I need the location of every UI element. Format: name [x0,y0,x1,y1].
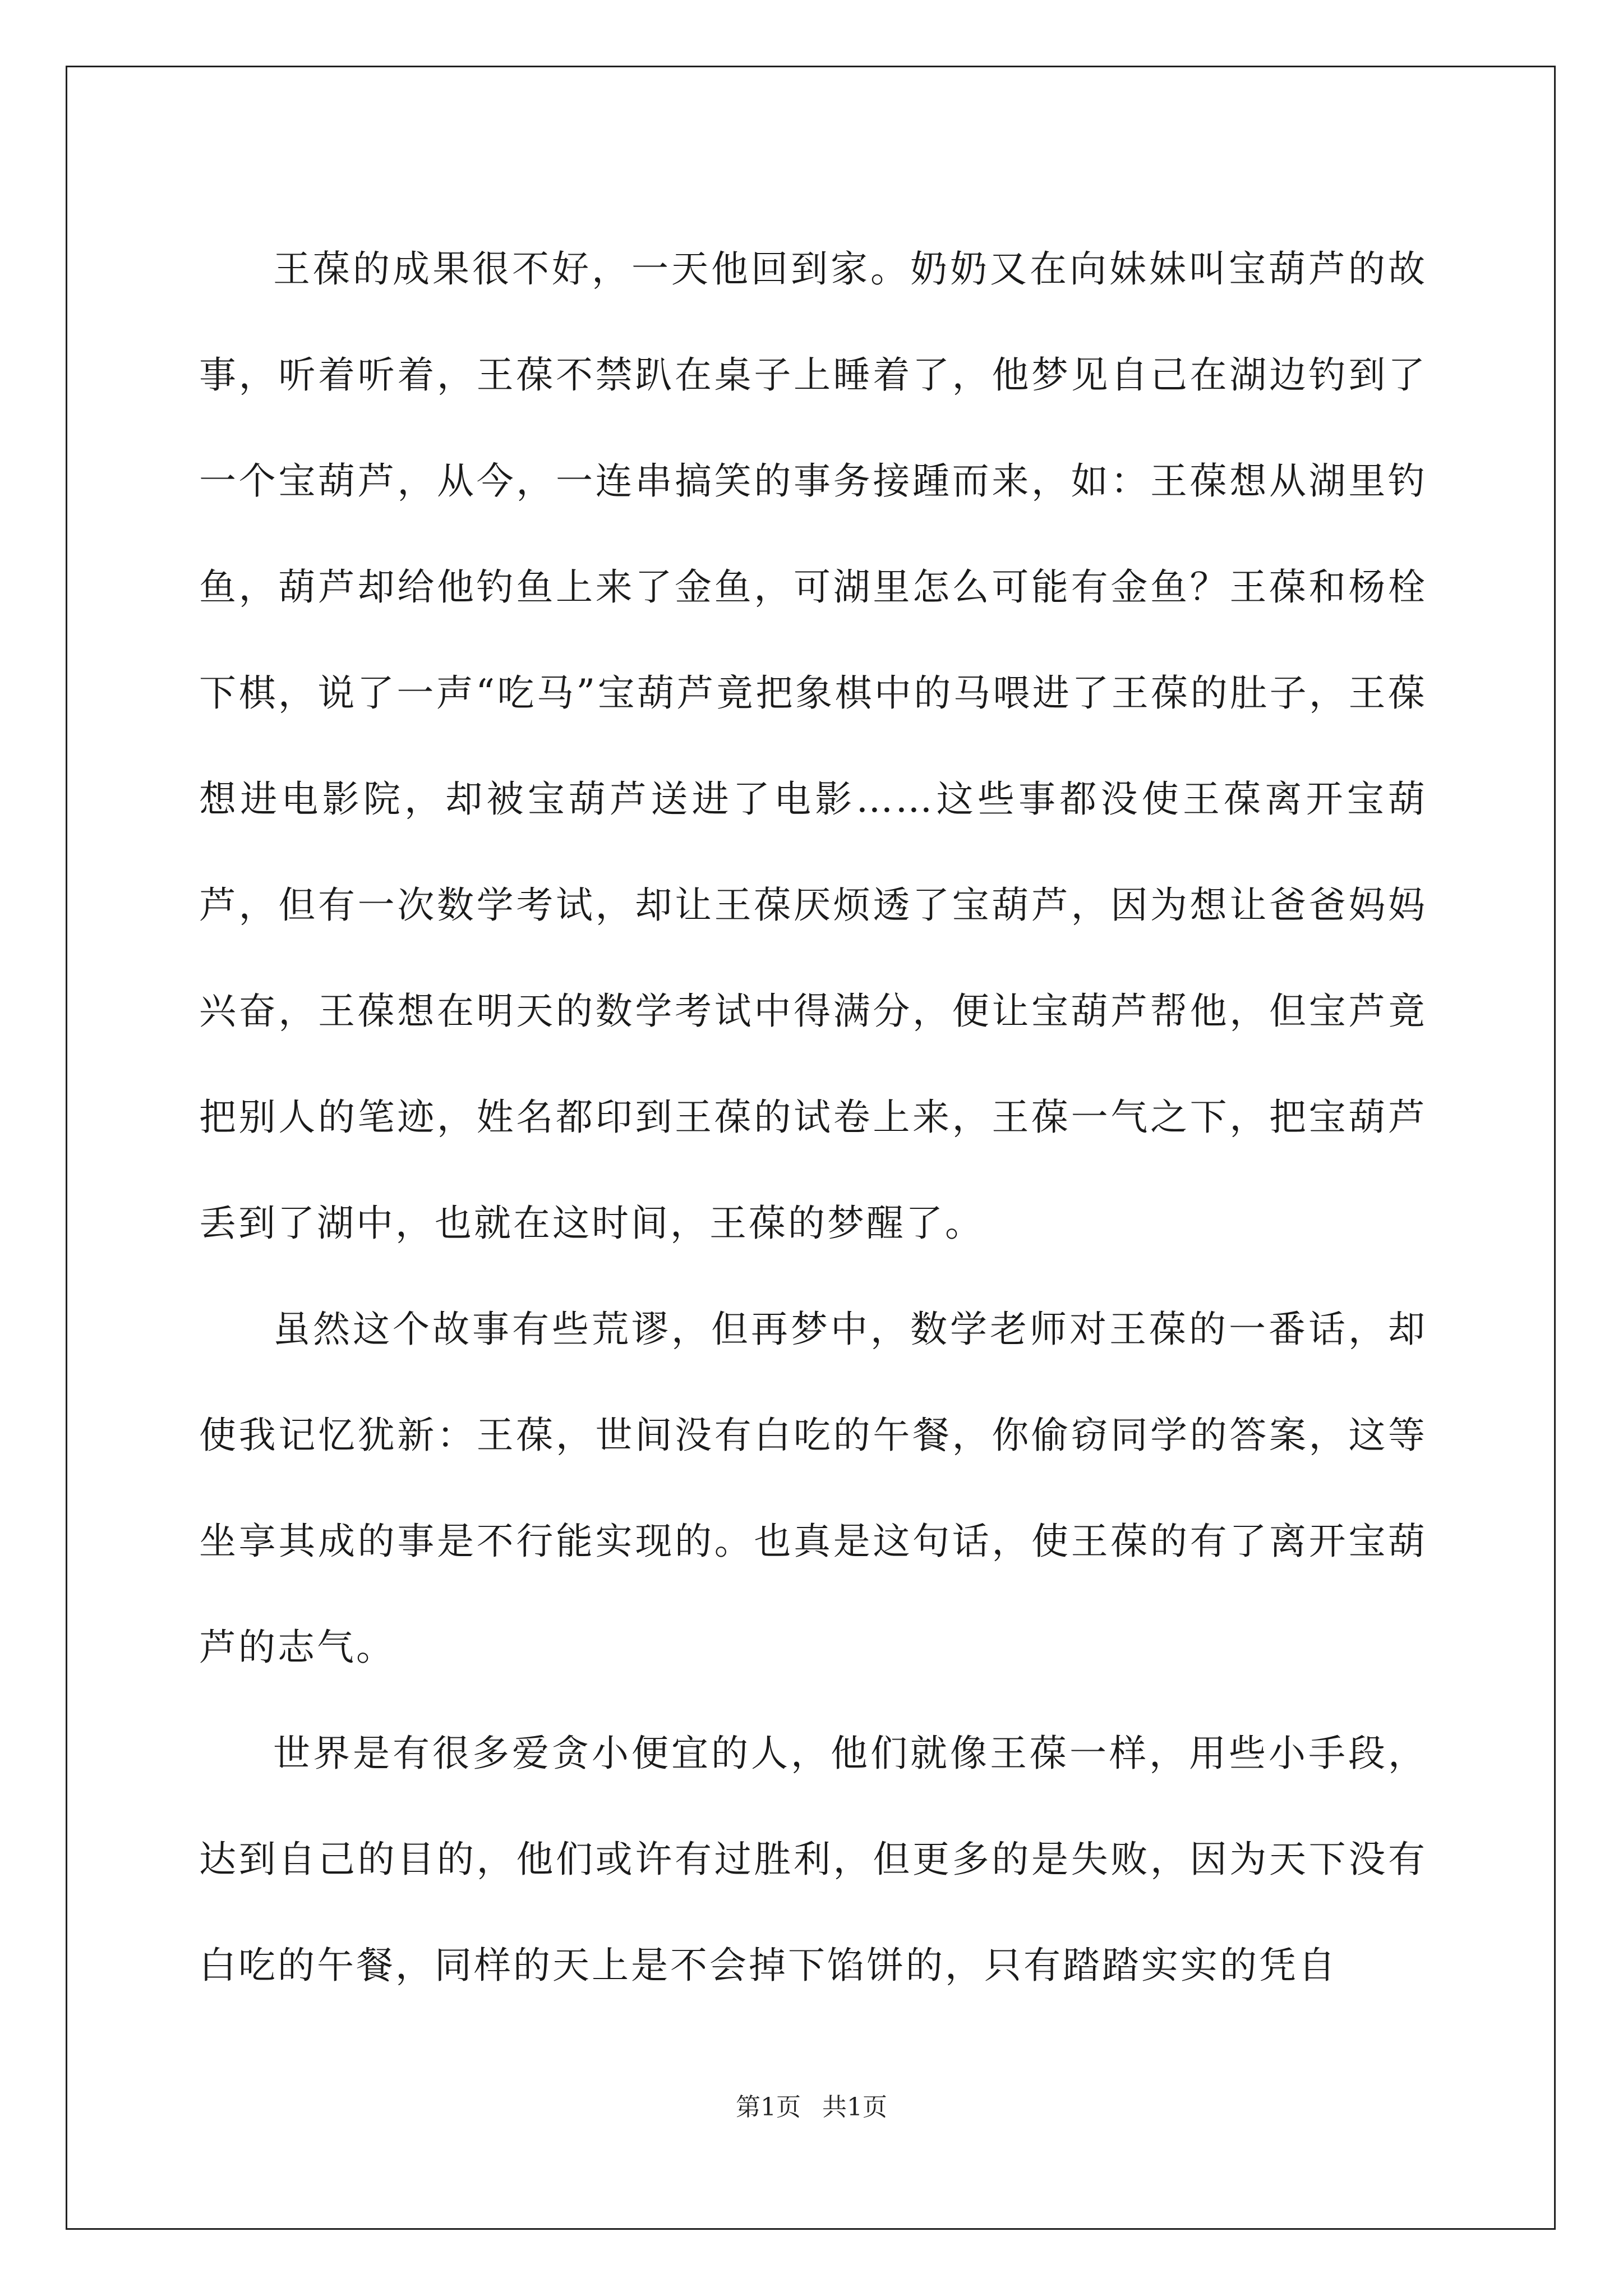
paragraph-3: 世界是有很多爱贪小便宜的人，他们就像王葆一样，用些小手段，达到自己的目的，他们或许有过胜利，但更多的是失败，因为天下没有白吃的午餐，同样的天上是不会掉下馅饼的，只有踏踏实实的凭自 [199,1732,1427,1987]
page-total: 共1页 [822,2093,887,2122]
page-footer [0,2087,1623,2123]
paragraph-2: 虽然这个故事有些荒谬，但再梦中，数学老师对王葆的一番话，却使我记忆犹新：王葆，世间没有白吃的午餐，你偷窃同学的答案，这等坐享其成的事是不行能实现的。也真是这句话，使王葆的有了离开宝葫芦的志气。 [199,1308,1427,1669]
page-number: 第1页 [736,2093,801,2122]
paragraph-1: 王葆的成果很不好，一天他回到家。奶奶又在向妹妹叫宝葫芦的故事，听着听着，王葆不禁趴在桌子上睡着了，他梦见自己在湖边钓到了一个宝葫芦，从今，一连串搞笑的事务接踵而来，如：王葆想从湖里钓鱼，葫芦却给他钓鱼上来了金鱼，可湖里怎么可能有金鱼？王葆和杨栓下棋，说了一声“吃马”宝葫芦竟把象棋中的马喂进了王葆的肚子，王葆想进电影院，却被宝葫芦送进了电影……这些事都没使王葆离开宝葫芦，但有一次数学考试，却让王葆厌烦透了宝葫芦，因为想让爸爸妈妈兴奋，王葆想在明天的数学考试中得满分，便让宝葫芦帮他，但宝芦竟把别人的笔迹，姓名都印到王葆的试卷上来，王葆一气之下，把宝葫芦丢到了湖中，也就在这时间，王葆的梦醒了。 [199,247,1427,1245]
document-body [199,216,1427,2018]
